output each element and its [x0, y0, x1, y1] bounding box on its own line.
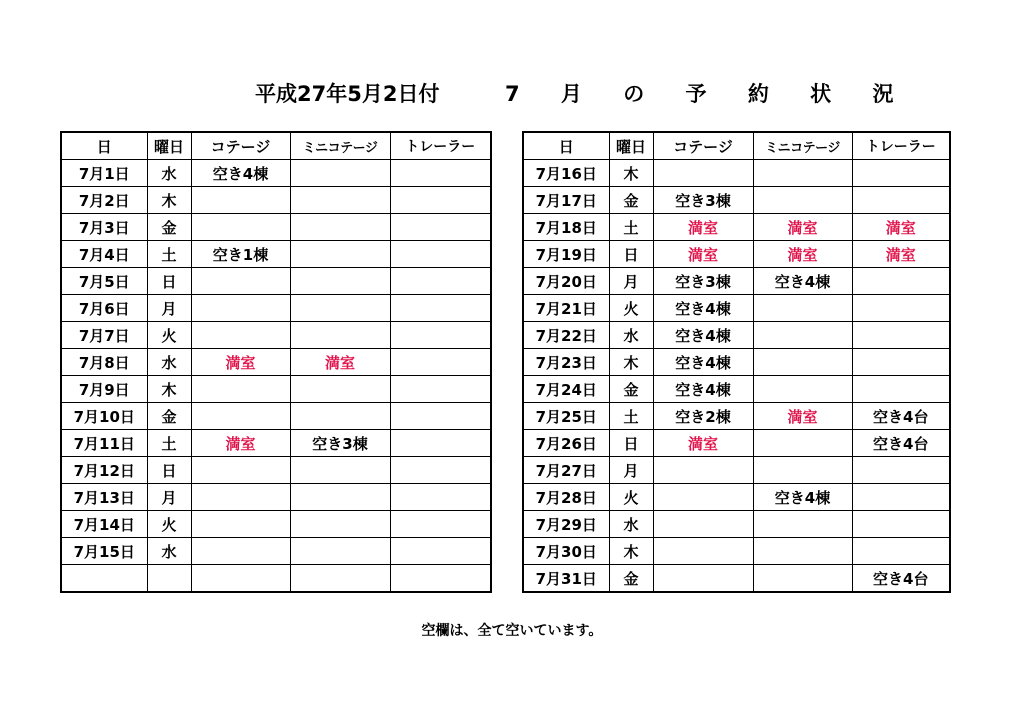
- table-row: [523, 268, 950, 295]
- header-trailer: トレーラー: [390, 132, 491, 160]
- weekday-cell: 土: [147, 241, 191, 268]
- table-row: [61, 187, 491, 214]
- mini-cottage-cell: [753, 457, 852, 484]
- mini-cottage-cell: [753, 187, 852, 214]
- table-row: [61, 349, 491, 376]
- cottage-cell: 満室: [191, 430, 290, 457]
- trailer-cell: [390, 268, 491, 295]
- cottage-cell: [653, 484, 753, 511]
- header-mini-cottage: ミニコテージ: [753, 132, 852, 160]
- cottage-cell: 空き4棟: [653, 349, 753, 376]
- cottage-cell: 空き4棟: [653, 376, 753, 403]
- cottage-cell: [653, 457, 753, 484]
- mini-cottage-cell: [290, 403, 390, 430]
- date-cell: 7月13日: [61, 484, 147, 511]
- trailer-cell: [852, 322, 950, 349]
- mini-cottage-cell: [290, 538, 390, 565]
- date-cell: 7月8日: [61, 349, 147, 376]
- table-header-row: [61, 132, 491, 160]
- table-row: [523, 295, 950, 322]
- date-cell: 7月11日: [61, 430, 147, 457]
- table-row: [523, 187, 950, 214]
- weekday-cell: 木: [609, 160, 653, 187]
- date-cell: 7月10日: [61, 403, 147, 430]
- trailer-cell: [390, 160, 491, 187]
- weekday-cell: 水: [609, 322, 653, 349]
- cottage-cell: [191, 268, 290, 295]
- weekday-cell: [147, 565, 191, 593]
- table-row: [61, 484, 491, 511]
- trailer-cell: [390, 565, 491, 593]
- table-header-row: [523, 132, 950, 160]
- header-weekday: 曜日: [147, 132, 191, 160]
- header-date: 日: [61, 132, 147, 160]
- trailer-cell: [852, 457, 950, 484]
- trailer-cell: [390, 349, 491, 376]
- table-row: [523, 403, 950, 430]
- cottage-cell: [191, 376, 290, 403]
- mini-cottage-cell: [290, 322, 390, 349]
- weekday-cell: 水: [147, 160, 191, 187]
- cottage-cell: [653, 538, 753, 565]
- weekday-cell: 土: [609, 214, 653, 241]
- cottage-cell: 空き4棟: [653, 295, 753, 322]
- mini-cottage-cell: 空き4棟: [753, 484, 852, 511]
- date-cell: 7月15日: [61, 538, 147, 565]
- cottage-cell: [191, 403, 290, 430]
- trailer-cell: [390, 322, 491, 349]
- cottage-cell: [191, 538, 290, 565]
- table-row: [523, 349, 950, 376]
- cottage-cell: 空き3棟: [653, 187, 753, 214]
- cottage-cell: [191, 187, 290, 214]
- mini-cottage-cell: [290, 295, 390, 322]
- cottage-cell: [191, 565, 290, 593]
- cottage-cell: [653, 160, 753, 187]
- trailer-cell: [852, 511, 950, 538]
- weekday-cell: 日: [609, 430, 653, 457]
- weekday-cell: 木: [147, 187, 191, 214]
- trailer-cell: [852, 376, 950, 403]
- mini-cottage-cell: [290, 511, 390, 538]
- mini-cottage-cell: [290, 214, 390, 241]
- weekday-cell: 日: [609, 241, 653, 268]
- mini-cottage-cell: [290, 160, 390, 187]
- table-row: [61, 430, 491, 457]
- date-cell: 7月14日: [61, 511, 147, 538]
- mini-cottage-cell: [290, 187, 390, 214]
- page-heading: 7 月 の 予 約 状 況: [505, 82, 911, 106]
- cottage-cell: [653, 511, 753, 538]
- table-row: [523, 322, 950, 349]
- weekday-cell: 土: [147, 430, 191, 457]
- table-row: [523, 565, 950, 593]
- cottage-cell: [653, 565, 753, 593]
- weekday-cell: 金: [609, 565, 653, 593]
- cottage-cell: 空き2棟: [653, 403, 753, 430]
- trailer-cell: [390, 538, 491, 565]
- trailer-cell: 空き4台: [852, 430, 950, 457]
- trailer-cell: [390, 430, 491, 457]
- mini-cottage-cell: 満室: [753, 214, 852, 241]
- date-cell: 7月17日: [523, 187, 609, 214]
- header-date: 日: [523, 132, 609, 160]
- weekday-cell: 月: [147, 484, 191, 511]
- weekday-cell: 金: [609, 376, 653, 403]
- date-cell: 7月20日: [523, 268, 609, 295]
- mini-cottage-cell: [753, 295, 852, 322]
- date-cell: 7月7日: [61, 322, 147, 349]
- date-cell: 7月6日: [61, 295, 147, 322]
- trailer-cell: [852, 187, 950, 214]
- reservation-table-left: [60, 131, 492, 593]
- header-trailer: トレーラー: [852, 132, 950, 160]
- cottage-cell: 満室: [653, 214, 753, 241]
- weekday-cell: 金: [147, 403, 191, 430]
- table-row: [523, 457, 950, 484]
- trailer-cell: 満室: [852, 214, 950, 241]
- weekday-cell: 月: [147, 295, 191, 322]
- cottage-cell: [191, 295, 290, 322]
- date-cell: 7月23日: [523, 349, 609, 376]
- date-cell: 7月21日: [523, 295, 609, 322]
- trailer-cell: [390, 214, 491, 241]
- weekday-cell: 火: [147, 511, 191, 538]
- table-row: [61, 241, 491, 268]
- date-cell: 7月2日: [61, 187, 147, 214]
- cottage-cell: 満室: [653, 430, 753, 457]
- date-cell: 7月3日: [61, 214, 147, 241]
- trailer-cell: [852, 160, 950, 187]
- date-cell: 7月27日: [523, 457, 609, 484]
- mini-cottage-cell: [753, 322, 852, 349]
- table-row: [523, 160, 950, 187]
- date-cell: 7月24日: [523, 376, 609, 403]
- cottage-cell: [191, 457, 290, 484]
- date-cell: 7月26日: [523, 430, 609, 457]
- date-cell: 7月12日: [61, 457, 147, 484]
- trailer-cell: [390, 241, 491, 268]
- trailer-cell: [390, 403, 491, 430]
- date-cell: 7月30日: [523, 538, 609, 565]
- mini-cottage-cell: 満室: [753, 241, 852, 268]
- mini-cottage-cell: 空き3棟: [290, 430, 390, 457]
- mini-cottage-cell: [290, 457, 390, 484]
- mini-cottage-cell: 満室: [753, 403, 852, 430]
- weekday-cell: 水: [147, 538, 191, 565]
- cottage-cell: 空き4棟: [653, 322, 753, 349]
- mini-cottage-cell: [290, 376, 390, 403]
- table-row: [61, 538, 491, 565]
- cottage-cell: [191, 484, 290, 511]
- cottage-cell: 空き1棟: [191, 241, 290, 268]
- weekday-cell: 月: [609, 268, 653, 295]
- date-cell: 7月18日: [523, 214, 609, 241]
- header-weekday: 曜日: [609, 132, 653, 160]
- table-row: [61, 565, 491, 593]
- table-row: [61, 457, 491, 484]
- weekday-cell: 日: [147, 268, 191, 295]
- table-row: [523, 484, 950, 511]
- cottage-cell: 空き3棟: [653, 268, 753, 295]
- weekday-cell: 土: [609, 403, 653, 430]
- date-cell: 7月25日: [523, 403, 609, 430]
- trailer-cell: [390, 187, 491, 214]
- table-row: [61, 268, 491, 295]
- weekday-cell: 火: [609, 295, 653, 322]
- table-row: [523, 376, 950, 403]
- table-row: [523, 430, 950, 457]
- mini-cottage-cell: [753, 376, 852, 403]
- date-cell: 7月29日: [523, 511, 609, 538]
- mini-cottage-cell: [753, 349, 852, 376]
- weekday-cell: 水: [609, 511, 653, 538]
- cottage-cell: [191, 322, 290, 349]
- mini-cottage-cell: [753, 565, 852, 593]
- trailer-cell: 空き4台: [852, 403, 950, 430]
- date-cell: 7月4日: [61, 241, 147, 268]
- trailer-cell: [852, 484, 950, 511]
- cottage-cell: 空き4棟: [191, 160, 290, 187]
- mini-cottage-cell: [753, 511, 852, 538]
- trailer-cell: [852, 538, 950, 565]
- footnote: 空欄は、全て空いています。: [421, 623, 603, 639]
- table-row: [61, 214, 491, 241]
- weekday-cell: 火: [609, 484, 653, 511]
- trailer-cell: [390, 484, 491, 511]
- weekday-cell: 日: [147, 457, 191, 484]
- table-row: [61, 160, 491, 187]
- date-cell: 7月22日: [523, 322, 609, 349]
- table-row: [523, 241, 950, 268]
- date-cell: 7月16日: [523, 160, 609, 187]
- mini-cottage-cell: [753, 538, 852, 565]
- header-cottage: コテージ: [191, 132, 290, 160]
- date-cell: 7月5日: [61, 268, 147, 295]
- table-row: [523, 214, 950, 241]
- issue-date: 平成27年5月2日付: [255, 82, 440, 106]
- cottage-cell: 満室: [191, 349, 290, 376]
- cottage-cell: [191, 511, 290, 538]
- weekday-cell: 月: [609, 457, 653, 484]
- weekday-cell: 木: [147, 376, 191, 403]
- mini-cottage-cell: [753, 160, 852, 187]
- weekday-cell: 金: [147, 214, 191, 241]
- mini-cottage-cell: 空き4棟: [753, 268, 852, 295]
- cottage-cell: 満室: [653, 241, 753, 268]
- trailer-cell: [852, 295, 950, 322]
- weekday-cell: 木: [609, 349, 653, 376]
- table-row: [61, 403, 491, 430]
- weekday-cell: 水: [147, 349, 191, 376]
- weekday-cell: 木: [609, 538, 653, 565]
- trailer-cell: [390, 295, 491, 322]
- trailer-cell: [852, 268, 950, 295]
- table-row: [523, 511, 950, 538]
- trailer-cell: [852, 349, 950, 376]
- trailer-cell: 満室: [852, 241, 950, 268]
- date-cell: 7月28日: [523, 484, 609, 511]
- table-row: [61, 322, 491, 349]
- header-mini-cottage: ミニコテージ: [290, 132, 390, 160]
- document-title: [0, 78, 1024, 108]
- date-cell: [61, 565, 147, 593]
- reservation-table-right: [522, 131, 951, 593]
- weekday-cell: 火: [147, 322, 191, 349]
- mini-cottage-cell: [290, 565, 390, 593]
- weekday-cell: 金: [609, 187, 653, 214]
- mini-cottage-cell: 満室: [290, 349, 390, 376]
- trailer-cell: [390, 376, 491, 403]
- mini-cottage-cell: [290, 268, 390, 295]
- cottage-cell: [191, 214, 290, 241]
- mini-cottage-cell: [290, 241, 390, 268]
- trailer-cell: [390, 457, 491, 484]
- table-row: [61, 376, 491, 403]
- table-row: [523, 538, 950, 565]
- date-cell: 7月31日: [523, 565, 609, 593]
- trailer-cell: [390, 511, 491, 538]
- mini-cottage-cell: [290, 484, 390, 511]
- header-cottage: コテージ: [653, 132, 753, 160]
- date-cell: 7月19日: [523, 241, 609, 268]
- trailer-cell: 空き4台: [852, 565, 950, 593]
- mini-cottage-cell: [753, 430, 852, 457]
- date-cell: 7月1日: [61, 160, 147, 187]
- table-row: [61, 295, 491, 322]
- table-row: [61, 511, 491, 538]
- date-cell: 7月9日: [61, 376, 147, 403]
